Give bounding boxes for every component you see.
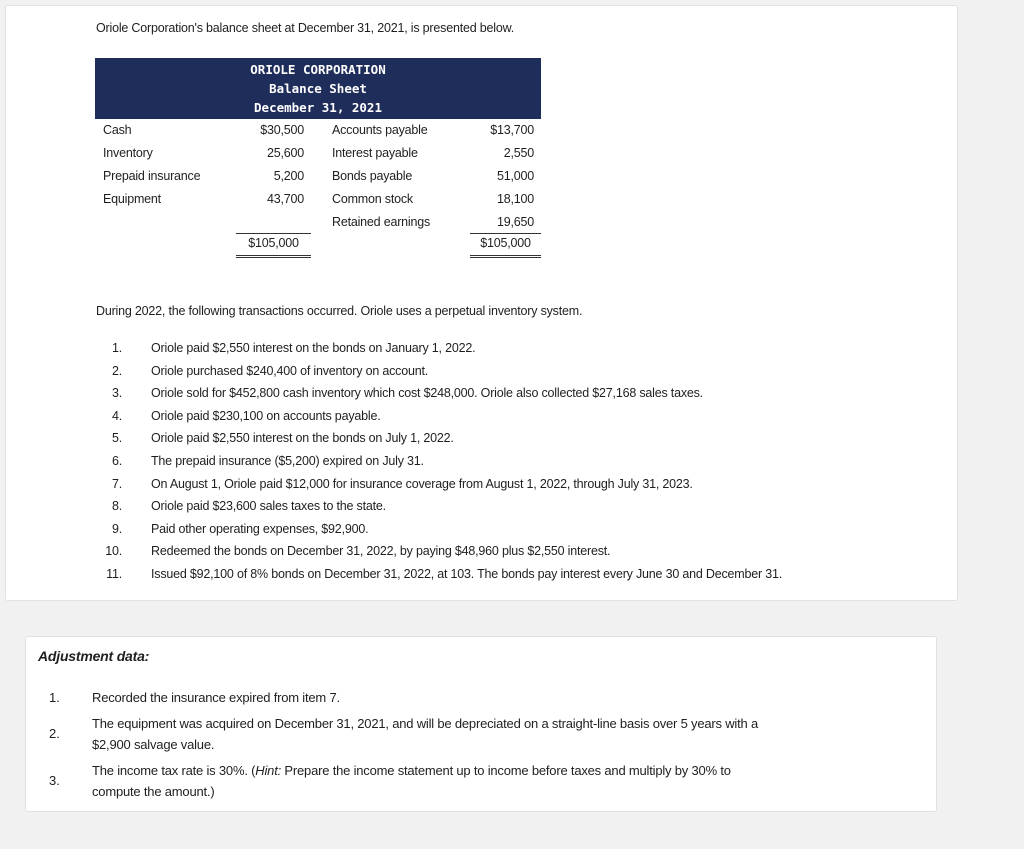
liability-label: Common stock xyxy=(332,192,413,206)
item-text: Oriole paid $23,600 sales taxes to the state. xyxy=(151,499,386,514)
assets-subtotal-rule xyxy=(236,233,311,234)
liabilities-subtotal-rule xyxy=(470,233,541,234)
liabilities-total-double-rule xyxy=(470,255,541,258)
adjustment-number: 2. xyxy=(49,726,60,741)
item-number: 1. xyxy=(111,341,122,355)
item-text: Oriole paid $2,550 interest on the bonds on July 1, 2022. xyxy=(151,431,454,446)
item-number: 8. xyxy=(111,499,122,514)
adjustment-text-line xyxy=(92,760,892,781)
adjustment-text: Recorded the insurance expired from item 7. xyxy=(92,690,340,705)
asset-label: Inventory xyxy=(103,146,153,160)
list-item xyxy=(100,567,900,590)
liability-value: 2,550 xyxy=(503,146,534,160)
item-text: Oriole sold for $452,800 cash inventory which cost $248,000. Oriole also collected $27,168 sales taxes. xyxy=(151,386,703,401)
transactions-intro: During 2022, the following transactions occurred. Oriole uses a perpetual inventory system. xyxy=(96,304,583,318)
adjustment-item xyxy=(92,760,892,802)
item-number: 10. xyxy=(105,544,122,559)
adjustment-text-line: $2,900 salvage value. xyxy=(92,737,215,752)
item-number: 6. xyxy=(111,453,122,468)
asset-values xyxy=(236,119,304,211)
item-number: 3. xyxy=(111,386,122,401)
transaction-list xyxy=(100,341,900,590)
list-item xyxy=(100,386,900,409)
liability-label: Bonds payable xyxy=(332,169,413,183)
statement-date: December 31, 2021 xyxy=(254,100,382,115)
adjustment-item xyxy=(92,687,892,708)
adjustment-item xyxy=(92,713,892,755)
adjustment-text-line: compute the amount.) xyxy=(92,784,215,799)
asset-label: Prepaid insurance xyxy=(103,169,201,183)
item-number: 9. xyxy=(111,521,122,536)
assets-total-double-rule xyxy=(236,255,311,258)
item-number: 7. xyxy=(111,476,122,491)
item-number: 11. xyxy=(106,566,122,581)
item-text: Paid other operating expenses, $92,900. xyxy=(151,521,369,536)
item-text: On August 1, Oriole paid $12,000 for insurance coverage from August 1, 2022, through July 31, 2023. xyxy=(151,476,693,491)
asset-label: Cash xyxy=(103,123,132,137)
liability-value: 18,100 xyxy=(496,192,534,206)
item-text: Oriole paid $2,550 interest on the bonds on January 1, 2022. xyxy=(151,341,476,355)
liability-value: 19,650 xyxy=(496,215,534,229)
adjustment-text-line: The equipment was acquired on December 31, 2021, and will be depreciated on a straight-line basis over 5 years with a xyxy=(92,716,758,731)
asset-label: Equipment xyxy=(103,192,161,206)
list-item xyxy=(100,341,900,364)
item-number: 2. xyxy=(111,363,122,378)
liability-value: 51,000 xyxy=(496,169,534,183)
list-item xyxy=(100,454,900,477)
adjustment-title: Adjustment data: xyxy=(38,648,150,664)
statement-title: Balance Sheet xyxy=(269,81,367,96)
asset-value: $30,500 xyxy=(260,123,304,137)
asset-value: 25,600 xyxy=(266,146,304,160)
liability-values xyxy=(470,119,534,234)
company-name: ORIOLE CORPORATION xyxy=(250,62,386,77)
list-item xyxy=(100,477,900,500)
liability-label: Interest payable xyxy=(332,146,418,160)
asset-value: 5,200 xyxy=(273,169,304,183)
list-item xyxy=(100,522,900,545)
list-item xyxy=(100,409,900,432)
intro-text: Oriole Corporation's balance sheet at December 31, 2021, is presented below. xyxy=(96,21,514,35)
adjustment-number: 3. xyxy=(49,773,60,788)
list-item xyxy=(100,544,900,567)
hint-label: Hint: xyxy=(255,763,282,778)
asset-value: 43,700 xyxy=(266,192,304,206)
total-assets: $105,000 xyxy=(248,236,299,250)
liability-labels xyxy=(332,119,462,234)
item-text: Oriole purchased $240,400 of inventory on account. xyxy=(151,363,428,378)
balance-sheet-header xyxy=(95,58,541,119)
liability-value: $13,700 xyxy=(490,123,534,137)
item-number: 5. xyxy=(111,431,122,446)
text-segment: Prepare the income statement up to income before taxes and multiply by 30% to xyxy=(281,763,731,778)
item-text: The prepaid insurance ($5,200) expired on July 31. xyxy=(151,453,424,468)
liability-label: Accounts payable xyxy=(332,123,428,137)
list-item xyxy=(100,431,900,454)
list-item xyxy=(100,364,900,387)
item-text: Oriole paid $230,100 on accounts payable. xyxy=(151,408,381,423)
item-number: 4. xyxy=(111,408,122,423)
text-segment: The income tax rate is 30%. ( xyxy=(92,763,256,778)
asset-labels xyxy=(103,119,243,211)
item-text: Issued $92,100 of 8% bonds on December 31, 2022, at 103. The bonds pay interest every June 30 and December 31. xyxy=(151,566,782,581)
liability-label: Retained earnings xyxy=(332,215,431,229)
adjustment-number: 1. xyxy=(49,690,60,705)
total-liabilities: $105,000 xyxy=(480,236,531,250)
list-item xyxy=(100,499,900,522)
item-text: Redeemed the bonds on December 31, 2022, by paying $48,960 plus $2,550 interest. xyxy=(151,544,611,559)
